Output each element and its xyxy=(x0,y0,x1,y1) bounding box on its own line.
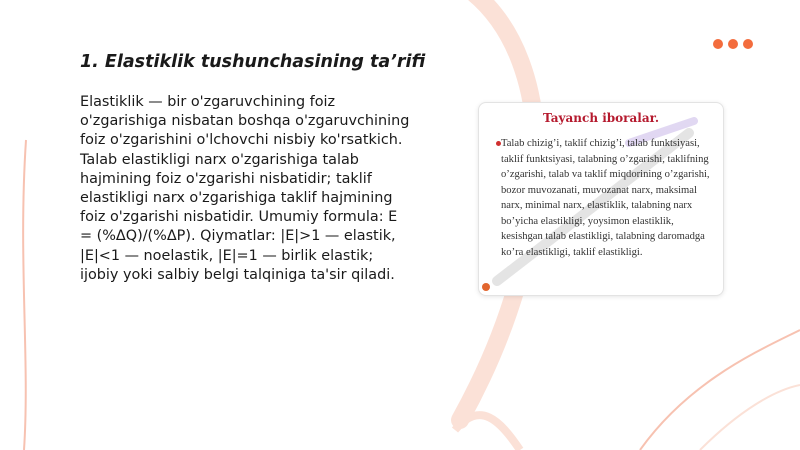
card-marker-icon xyxy=(482,283,490,291)
card-text: Talab chizig’i, taklif chizig’i, talab funktsiyasi, taklif funktsiyasi, talabning o’zgarishi, taklifning o’zgarishi, talab va taklif miqdorining o’zgarishi, bozor muvozanati, muvozanat narx, maksimal narx, minimal narx, elastiklik, talabning narx bo’yicha elastikligi, yoysimon elastiklik, kesishgan talab elastikligi, talabning daromadga ko’ra elastikligi, taklif elastikligi. xyxy=(501,138,710,258)
card-title: Tayanch iboralar. xyxy=(542,111,660,125)
key-terms-card xyxy=(478,102,724,296)
dot xyxy=(743,39,753,49)
slide-title: 1. Elastiklik tushunchasining ta’rifi xyxy=(80,52,426,72)
dots-icon xyxy=(713,39,753,49)
dot xyxy=(713,39,723,49)
dot xyxy=(728,39,738,49)
slide-body-text: Elastiklik — bir o'zgaruvchining foiz o'zgarishiga nisbatan boshqa o'zgaruvchining foiz o'zgarishini o'lchovchi nisbiy ko'rsatkich. Talab elastikligi narx o'zgarishiga talab hajmining foiz o'zgarishi nisbatidir; taklif elastikligi narx o'zgarishiga taklif hajmining foiz o'zgarishi nisbatidir. Umumiy formula: E = (%ΔQ)/(%ΔP). Qiymatlar: |E|>1 — elastik, |E|<1 — noelastik, |E|=1 — birlik elastik; ijobiy yoki salbiy belgi talqiniga ta'sir qiladi. xyxy=(80,94,410,283)
